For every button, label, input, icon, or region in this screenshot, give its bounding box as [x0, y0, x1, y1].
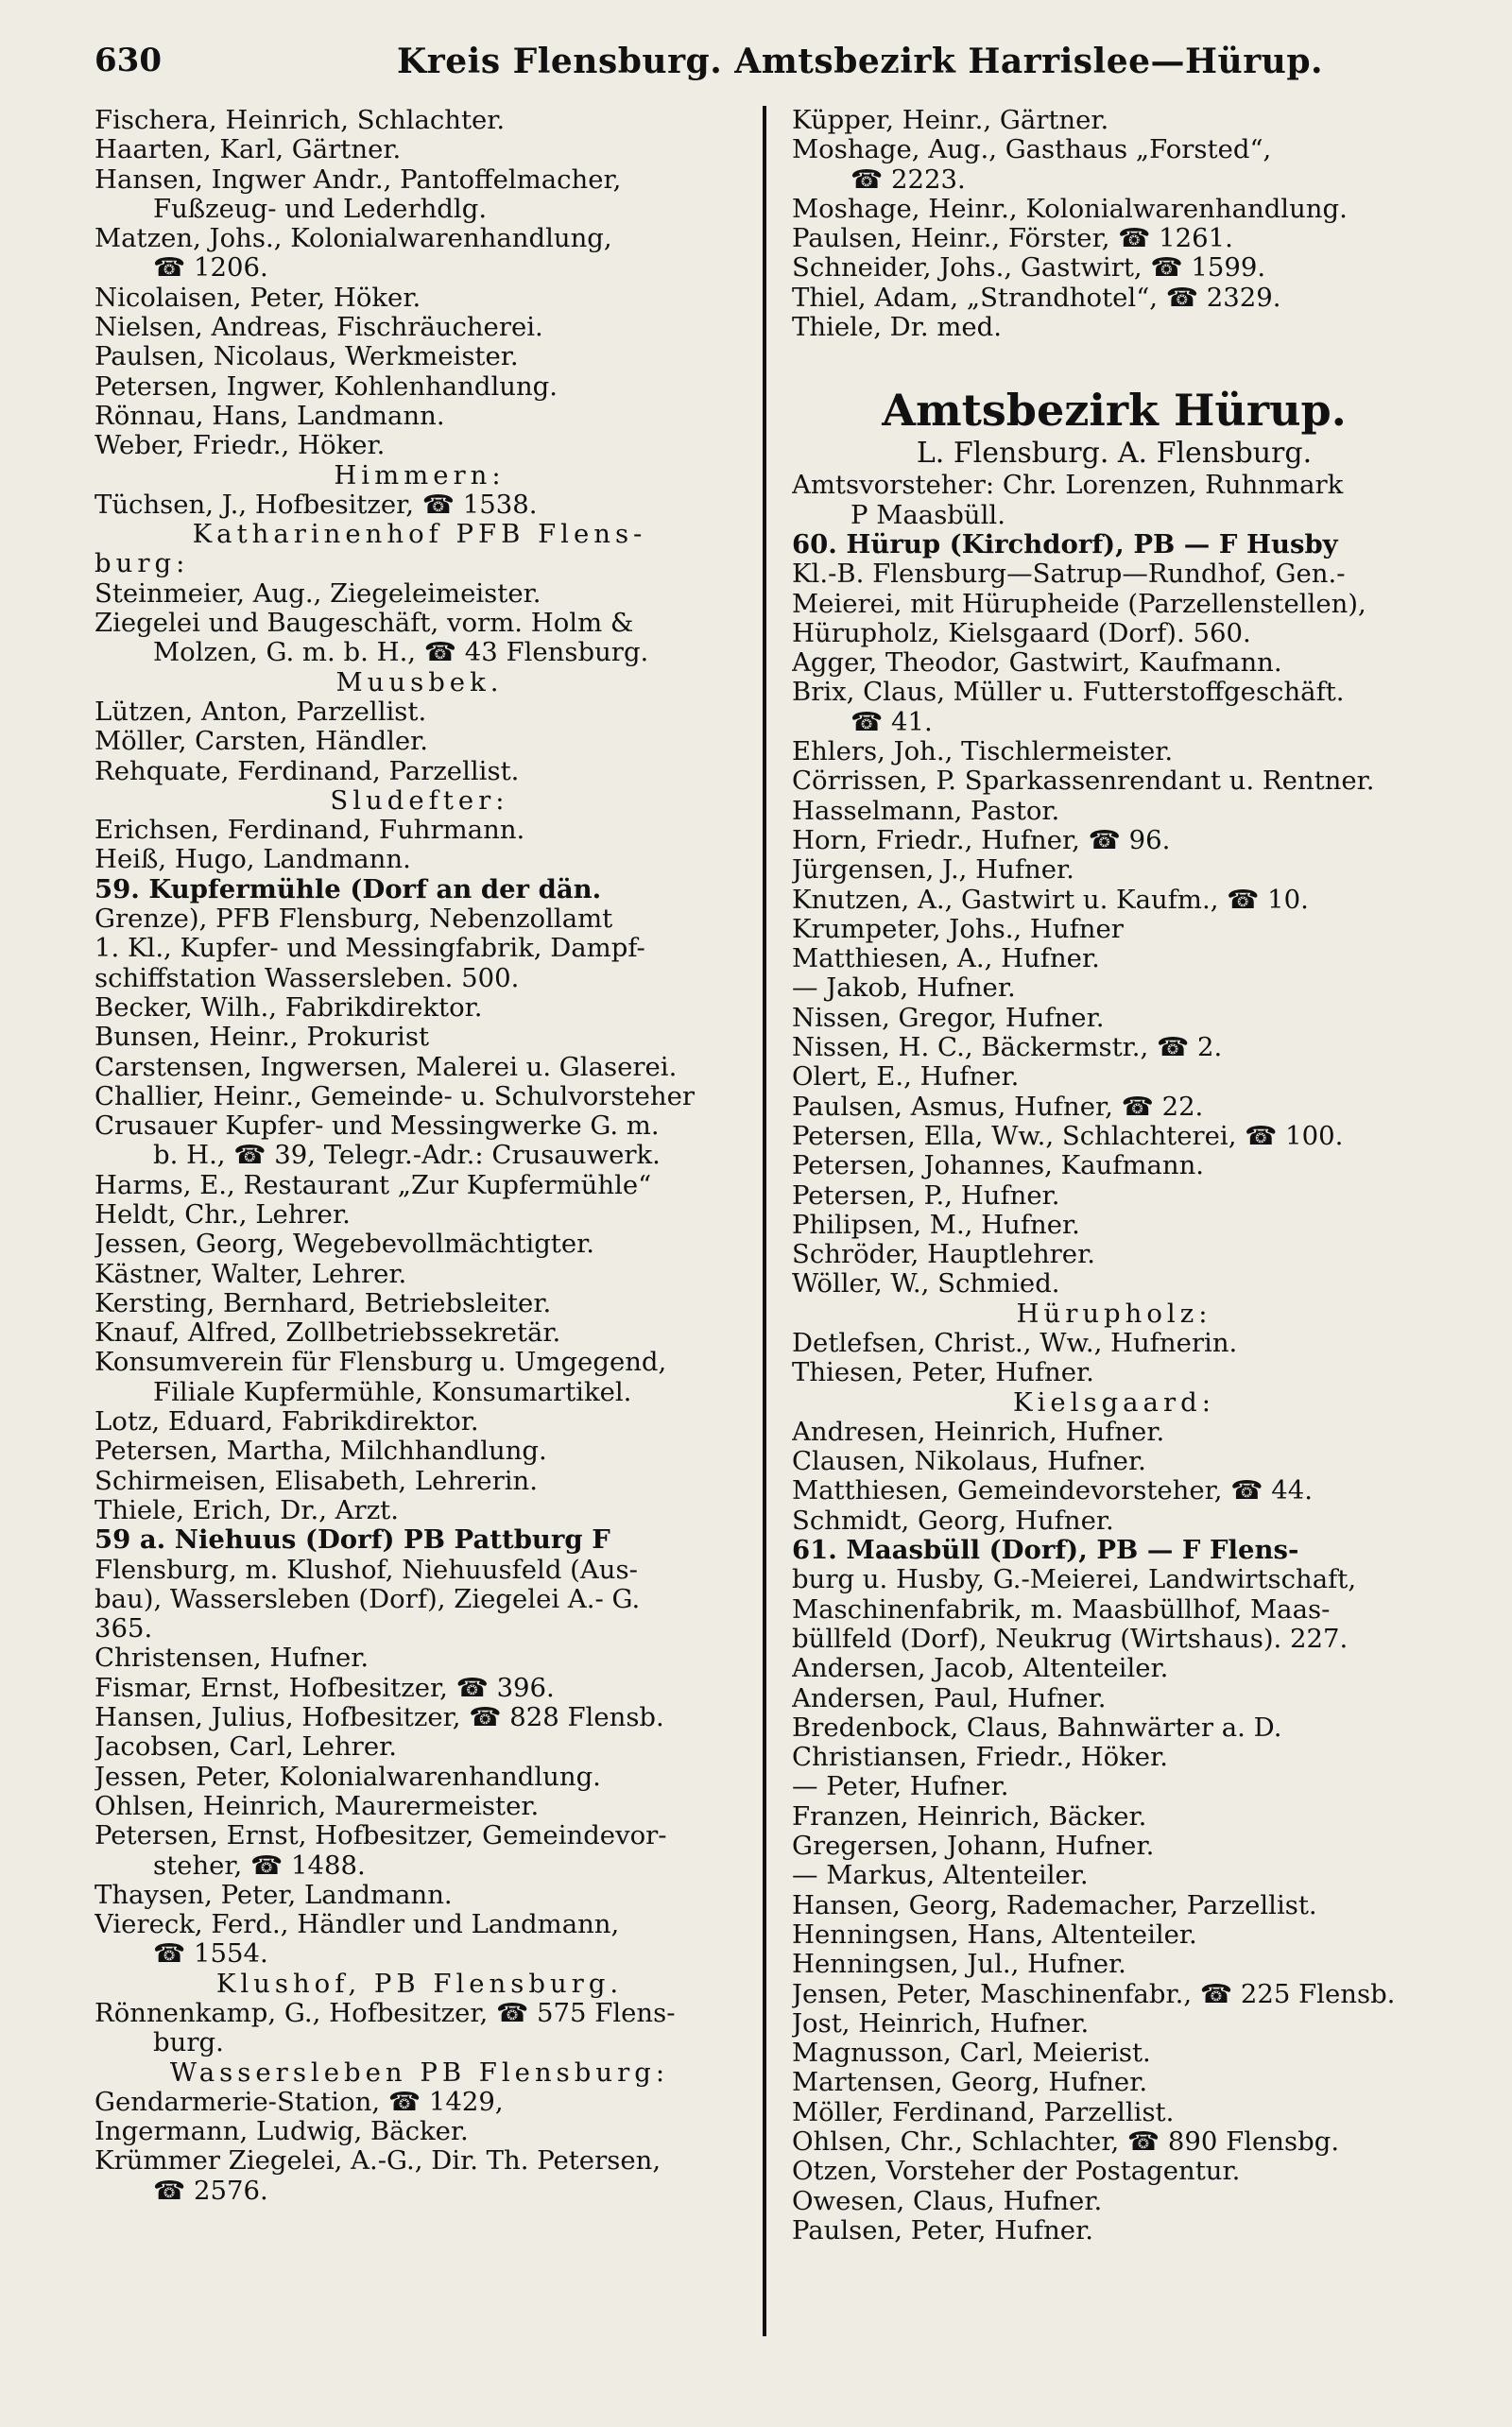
directory-line: — Markus, Altenteiler. [792, 1861, 1089, 1891]
locality-heading: Wassersleben PB Flensburg: [169, 2057, 670, 2088]
directory-line: Kl.-B. Flensburg—Satrup—Rundhof, Gen.- [792, 559, 1346, 590]
column-divider [763, 106, 766, 2336]
directory-line: Amtsvorsteher: Chr. Lorenzen, Ruhnmark [792, 471, 1344, 501]
directory-line: Erichsen, Ferdinand, Fuhrmann. [94, 816, 525, 846]
directory-line: Kersting, Bernhard, Betriebsleiter. [94, 1288, 552, 1318]
directory-line: Wöller, W., Schmied. [792, 1269, 1060, 1300]
directory-line: Moshage, Aug., Gasthaus „Forsted“, [792, 135, 1272, 165]
directory-line: Matzen, Johs., Kolonialwarenhandlung, [94, 224, 612, 254]
directory-line: — Jakob, Hufner. [792, 973, 1016, 1004]
directory-line: ☎ 2223. [850, 164, 966, 195]
directory-line: Brix, Claus, Müller u. Futterstoffgeschäft. [792, 678, 1345, 708]
directory-line: Fischera, Heinrich, Schlachter. [94, 106, 506, 135]
directory-line: Moshage, Heinr., Kolonialwarenhandlung. [792, 194, 1348, 224]
directory-line: burg u. Husby, G.-Meierei, Landwirtschaft, [792, 1565, 1357, 1595]
directory-line: Owesen, Claus, Hufner. [792, 2186, 1103, 2216]
directory-line: Jessen, Georg, Wegebevollmächtigter. [94, 1230, 594, 1260]
directory-line: Petersen, P., Hufner. [792, 1180, 1060, 1211]
directory-line: ☎ 2576. [153, 2176, 268, 2206]
directory-line: ☎ 41. [850, 707, 933, 737]
directory-line: Christensen, Hufner. [94, 1644, 369, 1674]
directory-line: Knutzen, A., Gastwirt u. Kaufm., ☎ 10. [792, 885, 1309, 915]
directory-line: Petersen, Ernst, Hofbesitzer, Gemeindevor- [94, 1821, 667, 1851]
directory-line: Hansen, Georg, Rademacher, Parzellist. [792, 1890, 1317, 1920]
directory-line: bau), Wassersleben (Dorf), Ziegelei A.- G. [94, 1584, 641, 1614]
directory-line: Nicolaisen, Peter, Höker. [94, 283, 421, 313]
directory-line: Ingermann, Ludwig, Bäcker. [94, 2117, 469, 2147]
locality-heading: burg: [94, 549, 190, 579]
directory-line: Cörrissen, P. Sparkassenrendant u. Rentner. [792, 766, 1375, 797]
directory-line: Hansen, Ingwer Andr., Pantoffelmacher, [94, 164, 622, 195]
directory-line: Knauf, Alfred, Zollbetriebssekretär. [94, 1318, 561, 1349]
directory-line: Carstensen, Ingwersen, Malerei u. Glaserei. [94, 1052, 678, 1082]
right-column-top-entries [792, 106, 1436, 342]
directory-line: 1. Kl., Kupfer- und Messingfabrik, Dampf- [94, 934, 645, 964]
directory-line: Otzen, Vorsteher der Postagentur. [792, 2157, 1241, 2187]
directory-line: Schröder, Hauptlehrer. [792, 1240, 1095, 1270]
directory-line: P Maasbüll. [850, 500, 1005, 530]
directory-line: Magnusson, Carl, Meierist. [792, 2039, 1151, 2069]
directory-line: Rehquate, Ferdinand, Parzellist. [94, 756, 520, 786]
directory-line: Matthiesen, A., Hufner. [792, 944, 1100, 974]
directory-line: Lotz, Eduard, Fabrikdirektor. [94, 1407, 479, 1437]
directory-line: Flensburg, m. Klushof, Niehuusfeld (Aus- [94, 1555, 638, 1585]
directory-line: burg. [153, 2028, 224, 2058]
directory-line: Hansen, Julius, Hofbesitzer, ☎ 828 Flensb. [94, 1703, 664, 1733]
directory-line: — Peter, Hufner. [792, 1772, 1009, 1802]
directory-line: ☎ 1554. [153, 1939, 268, 1970]
directory-line: Ohlsen, Chr., Schlachter, ☎ 890 Flensbg. [792, 2127, 1340, 2157]
directory-line: Jensen, Peter, Maschinenfabr., ☎ 225 Flensb. [792, 1979, 1396, 2009]
directory-line: Bunsen, Heinr., Prokurist [94, 1023, 430, 1053]
directory-line: Ohlsen, Heinrich, Maurermeister. [94, 1791, 540, 1821]
locality-heading: Katharinenhof PFB Flens- [192, 520, 647, 550]
left-column [94, 106, 745, 2206]
directory-line: Jacobsen, Carl, Lehrer. [94, 1732, 397, 1763]
directory-line: Detlefsen, Christ., Ww., Hufnerin. [792, 1328, 1238, 1358]
directory-line: Thiele, Dr. med. [792, 313, 1003, 343]
directory-line: Maschinenfabrik, m. Maasbüllhof, Maas- [792, 1594, 1331, 1625]
page-header [94, 42, 1455, 89]
directory-line: Challier, Heinr., Gemeinde- u. Schulvorsteher [94, 1081, 695, 1111]
directory-line: Jost, Heinrich, Hufner. [792, 2008, 1090, 2039]
directory-line: Schneider, Johs., Gastwirt, ☎ 1599. [792, 253, 1266, 284]
district-subtitle: L. Flensburg. A. Flensburg. [916, 437, 1313, 471]
directory-line: Viereck, Ferd., Händler und Landmann, [94, 1910, 620, 1940]
directory-line: büllfeld (Dorf), Neukrug (Wirtshaus). 227. [792, 1624, 1349, 1654]
directory-line: Becker, Wilh., Fabrikdirektor. [94, 992, 483, 1023]
directory-line: Andersen, Paul, Hufner. [792, 1683, 1107, 1713]
directory-line: Nielsen, Andreas, Fischräucherei. [94, 313, 543, 343]
directory-line: Fußzeug- und Lederhdlg. [153, 194, 488, 224]
right-column [792, 106, 1436, 2246]
directory-line: Martensen, Georg, Hufner. [792, 2068, 1148, 2098]
directory-line: Ehlers, Joh., Tischlermeister. [792, 737, 1174, 767]
directory-line: Nissen, Gregor, Hufner. [792, 1003, 1105, 1033]
directory-line: Petersen, Ella, Ww., Schlachterei, ☎ 100. [792, 1121, 1344, 1151]
directory-line: Schmidt, Georg, Hufner. [792, 1506, 1114, 1536]
directory-line: schiffstation Wassersleben. 500. [94, 963, 520, 993]
directory-line: Paulsen, Nicolaus, Werkmeister. [94, 342, 519, 372]
locality-heading: Klushof, PB Flensburg. [215, 1969, 624, 1999]
directory-line: Nissen, H. C., Bäckermstr., ☎ 2. [792, 1033, 1223, 1063]
directory-line: Olert, E., Hufner. [792, 1062, 1020, 1093]
directory-line: Rönnenkamp, G., Hofbesitzer, ☎ 575 Flens- [94, 1999, 676, 2028]
locality-heading: Kielsgaard: [1013, 1387, 1215, 1418]
directory-line: Jessen, Peter, Kolonialwarenhandlung. [94, 1762, 601, 1792]
directory-line: Harms, E., Restaurant „Zur Kupfermühle“ [94, 1170, 652, 1200]
directory-line: Rönnau, Hans, Landmann. [94, 401, 445, 431]
district-title: Amtsbezirk Hürup. [882, 385, 1347, 437]
directory-line: Krumpeter, Johs., Hufner [792, 914, 1124, 944]
entry-heading: 60. Hürup (Kirchdorf), PB — F Husby [792, 529, 1338, 559]
directory-line: Andresen, Heinrich, Hufner. [792, 1417, 1165, 1447]
directory-line: Konsumverein für Flensburg u. Umgegend, [94, 1348, 667, 1378]
directory-line: Jürgensen, J., Hufner. [792, 855, 1074, 886]
locality-heading: Himmern: [334, 460, 506, 491]
directory-line: Küpper, Heinr., Gärtner. [792, 106, 1109, 135]
directory-line: Krümmer Ziegelei, A.-G., Dir. Th. Petersen, [94, 2146, 662, 2177]
directory-line: Meierei, mit Hürupheide (Parzellenstellen), [792, 589, 1366, 619]
directory-line: Möller, Ferdinand, Parzellist. [792, 2097, 1175, 2127]
directory-line: Henningsen, Hans, Altenteiler. [792, 1919, 1197, 1950]
running-title: Kreis Flensburg. Amtsbezirk Harrislee—Hürup. [397, 42, 1324, 81]
directory-line: Paulsen, Asmus, Hufner, ☎ 22. [792, 1092, 1204, 1122]
directory-line: Hasselmann, Pastor. [792, 796, 1060, 826]
directory-line: Heldt, Chr., Lehrer. [94, 1199, 351, 1230]
entry-heading: 61. Maasbüll (Dorf), PB — F Flens- [792, 1536, 1299, 1566]
directory-line: Crusauer Kupfer- und Messingwerke G. m. [94, 1111, 660, 1142]
directory-line: steher, ☎ 1488. [153, 1850, 366, 1881]
directory-line: ☎ 1206. [153, 253, 268, 284]
directory-line: Philipsen, M., Hufner. [792, 1210, 1080, 1240]
directory-line: Agger, Theodor, Gastwirt, Kaufmann. [792, 648, 1282, 679]
directory-line: Haarten, Karl, Gärtner. [94, 135, 402, 165]
directory-line: Kästner, Walter, Lehrer. [94, 1259, 407, 1289]
directory-line: Weber, Friedr., Höker. [94, 431, 386, 461]
directory-line: Petersen, Johannes, Kaufmann. [792, 1151, 1205, 1181]
directory-line: Franzen, Heinrich, Bäcker. [792, 1801, 1147, 1832]
directory-line: Andersen, Jacob, Altenteiler. [792, 1654, 1169, 1684]
directory-line: Filiale Kupfermühle, Konsumartikel. [153, 1377, 632, 1407]
directory-line: 365. [94, 1614, 153, 1644]
directory-line: Horn, Friedr., Hufner, ☎ 96. [792, 825, 1171, 855]
directory-line: Bredenbock, Claus, Bahnwärter a. D. [792, 1713, 1282, 1743]
directory-line: Tüchsen, J., Hofbesitzer, ☎ 1538. [94, 490, 538, 520]
page-number: 630 [94, 42, 162, 79]
directory-line: Molzen, G. m. b. H., ☎ 43 Flensburg. [153, 638, 649, 668]
directory-line: Lützen, Anton, Parzellist. [94, 697, 427, 727]
directory-line: Paulsen, Heinr., Förster, ☎ 1261. [792, 224, 1233, 254]
directory-line: b. H., ☎ 39, Telegr.-Adr.: Crusauwerk. [153, 1141, 661, 1171]
directory-line: Christiansen, Friedr., Höker. [792, 1743, 1168, 1773]
directory-line: Gregersen, Johann, Hufner. [792, 1832, 1155, 1862]
directory-line: Thaysen, Peter, Landmann. [94, 1880, 453, 1910]
directory-line: Möller, Carsten, Händler. [94, 727, 429, 757]
directory-line: Matthiesen, Gemeindevorsteher, ☎ 44. [792, 1476, 1313, 1506]
directory-line: Henningsen, Jul., Hufner. [792, 1950, 1126, 1980]
directory-line: Hürupholz, Kielsgaard (Dorf). 560. [792, 618, 1251, 648]
locality-heading: Muusbek. [335, 667, 504, 697]
directory-line: Thiel, Adam, „Strandhotel“, ☎ 2329. [792, 283, 1281, 313]
directory-line: Paulsen, Peter, Hufner. [792, 2215, 1093, 2246]
directory-line: Fismar, Ernst, Hofbesitzer, ☎ 396. [94, 1673, 555, 1703]
entry-heading: 59 a. Niehuus (Dorf) PB Pattburg F [94, 1525, 610, 1556]
directory-line: Gendarmerie-Station, ☎ 1429, [94, 2087, 504, 2117]
directory-line: Grenze), PFB Flensburg, Nebenzollamt [94, 904, 613, 935]
directory-line: Schirmeisen, Elisabeth, Lehrerin. [94, 1466, 538, 1496]
directory-line: Steinmeier, Aug., Ziegeleimeister. [94, 578, 541, 609]
locality-heading: Sludefter: [330, 785, 509, 816]
directory-line: Thiele, Erich, Dr., Arzt. [94, 1495, 399, 1525]
directory-line: Ziegelei und Baugeschäft, vorm. Holm & [94, 609, 634, 639]
entry-heading: 59. Kupfermühle (Dorf an der dän. [94, 874, 602, 904]
directory-line: Thiesen, Peter, Hufner. [792, 1358, 1094, 1388]
directory-line: Clausen, Nikolaus, Hufner. [792, 1447, 1146, 1477]
directory-line: Heiß, Hugo, Landmann. [94, 845, 411, 875]
directory-line: Petersen, Martha, Milchhandlung. [94, 1437, 547, 1467]
directory-line: Petersen, Ingwer, Kohlenhandlung. [94, 371, 558, 402]
locality-heading: Hürupholz: [1016, 1299, 1212, 1329]
right-column-entries [792, 471, 1436, 2246]
